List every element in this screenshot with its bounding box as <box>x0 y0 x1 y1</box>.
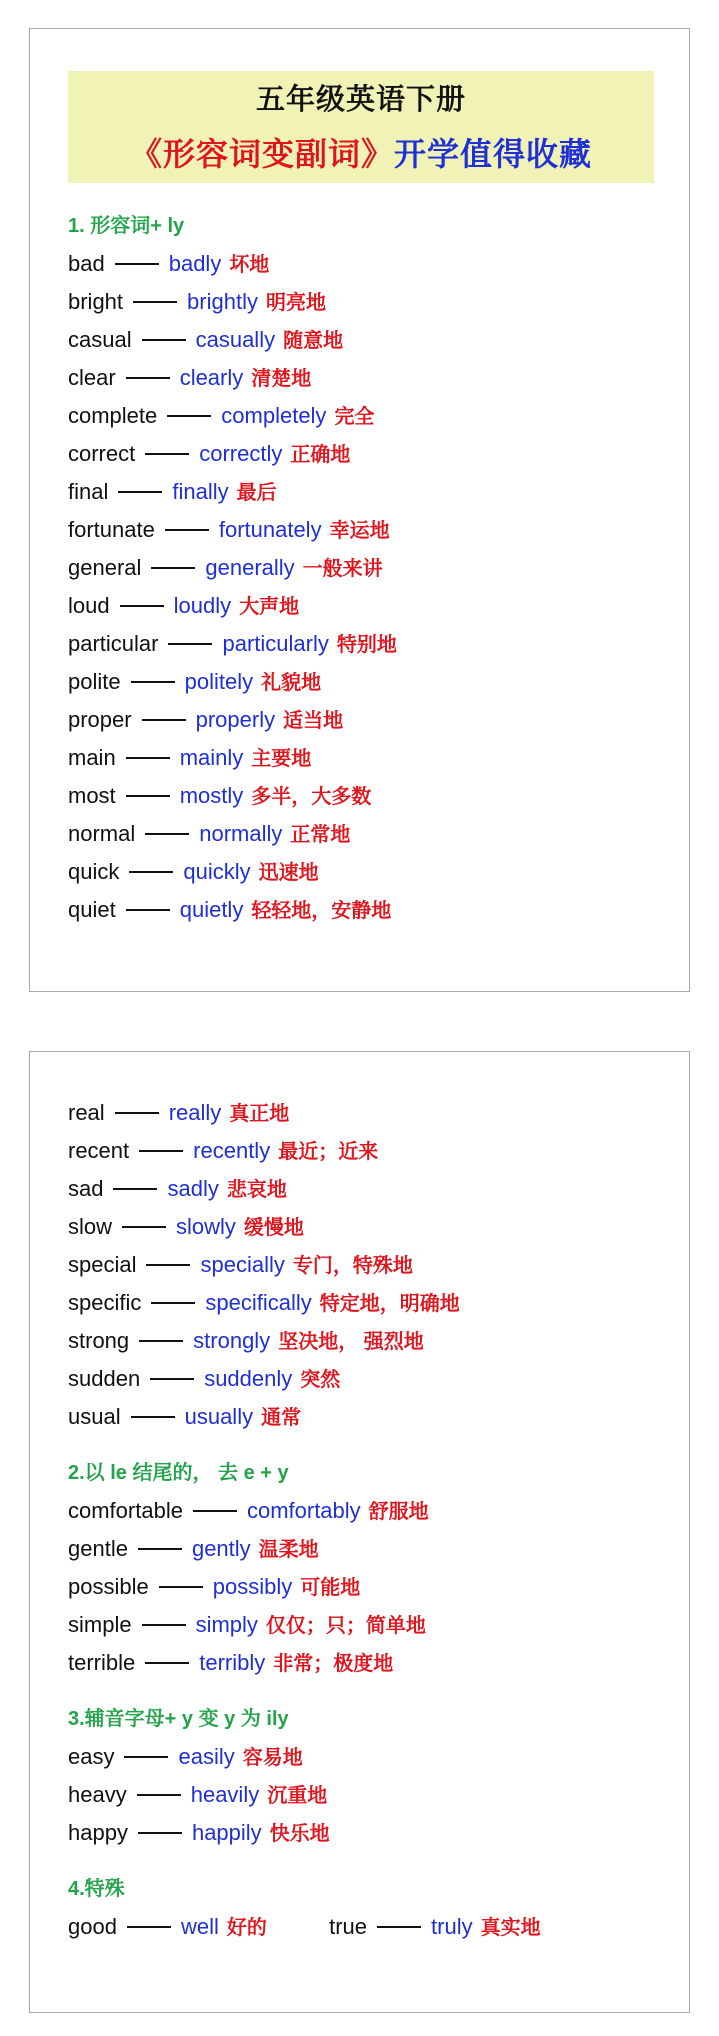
adjective: quick <box>68 859 120 884</box>
adjective: quiet <box>68 897 116 922</box>
adjective: particular <box>68 631 159 656</box>
meaning: 最近；近来 <box>278 1141 379 1163</box>
adverb: comfortably <box>246 1498 361 1523</box>
word-row <box>68 283 397 321</box>
adverb: properly <box>195 707 276 732</box>
dash-connector <box>118 491 162 493</box>
meaning: 一般来讲 <box>302 558 383 580</box>
section-heading-2: 2.以 le 结尾的， 去 e + y <box>68 1462 289 1484</box>
dash-connector <box>129 871 173 873</box>
meaning: 通常 <box>261 1407 302 1429</box>
word-row <box>68 891 397 929</box>
meaning: 悲哀地 <box>226 1179 287 1201</box>
meaning: 突然 <box>300 1369 341 1391</box>
adjective: easy <box>68 1744 115 1769</box>
dash-connector <box>139 1150 183 1152</box>
dash-connector <box>142 339 186 341</box>
adjective: simple <box>68 1612 132 1637</box>
adverb: suddenly <box>204 1366 293 1391</box>
meaning: 坏地 <box>229 254 270 276</box>
adverb: normally <box>199 821 283 846</box>
word-row <box>68 359 397 397</box>
dash-connector <box>131 681 175 683</box>
word-list-2 <box>68 1094 541 1946</box>
adjective: good <box>68 1914 117 1939</box>
adjective: general <box>68 555 142 580</box>
adverb: generally <box>205 555 295 580</box>
dash-connector <box>145 1662 189 1664</box>
adverb: mostly <box>179 783 244 808</box>
dash-connector <box>193 1510 237 1512</box>
adverb: terribly <box>199 1650 266 1675</box>
word-row <box>68 1284 541 1322</box>
adjective: possible <box>68 1574 149 1599</box>
adverb: correctly <box>199 441 283 466</box>
meaning: 特定地，明确地 <box>319 1293 460 1315</box>
adjective: casual <box>68 327 132 352</box>
dash-connector <box>168 643 212 645</box>
adverb: happily <box>191 1820 262 1845</box>
dash-connector <box>150 1378 194 1380</box>
dash-connector <box>113 1188 157 1190</box>
adjective: main <box>68 745 116 770</box>
adjective: bad <box>68 251 105 276</box>
adjective: correct <box>68 441 136 466</box>
dash-connector <box>146 1264 190 1266</box>
meaning: 主要地 <box>251 748 312 770</box>
adjective: sudden <box>68 1366 141 1391</box>
meaning: 非常；极度地 <box>273 1653 394 1675</box>
adverb: particularly <box>222 631 329 656</box>
dash-connector <box>126 795 170 797</box>
dash-connector <box>131 1416 175 1418</box>
dash-connector <box>127 1926 171 1928</box>
adjective: loud <box>68 593 110 618</box>
dash-connector <box>126 757 170 759</box>
adjective: polite <box>68 669 121 694</box>
meaning: 随意地 <box>283 330 344 352</box>
word-row <box>68 1738 541 1776</box>
dash-connector <box>151 1302 195 1304</box>
adverb: clearly <box>179 365 244 390</box>
word-row <box>68 321 397 359</box>
dash-connector <box>133 301 177 303</box>
dash-connector <box>145 833 189 835</box>
adverb: possibly <box>212 1574 293 1599</box>
section-heading-4: 4.特殊 <box>68 1878 125 1900</box>
word-row <box>68 777 397 815</box>
dash-connector <box>139 1340 183 1342</box>
adjective: fortunate <box>68 517 155 542</box>
adverb: quickly <box>183 859 251 884</box>
adjective: strong <box>68 1328 130 1353</box>
meaning: 正常地 <box>290 824 351 846</box>
adjective: terrible <box>68 1650 136 1675</box>
dash-connector <box>151 567 195 569</box>
meaning: 礼貌地 <box>261 672 322 694</box>
subtitle-tagline: 开学值得收藏 <box>394 136 593 172</box>
adverb: slowly <box>176 1214 236 1239</box>
adverb: strongly <box>193 1328 271 1353</box>
adjective: bright <box>68 289 124 314</box>
word-row <box>68 245 397 283</box>
adjective: complete <box>68 403 158 428</box>
section-heading-3: 3.辅音字母+ y 变 y 为 ily <box>68 1708 289 1730</box>
word-row <box>68 1568 541 1606</box>
adverb: really <box>168 1100 222 1125</box>
meaning: 大声地 <box>239 596 300 618</box>
meaning: 特别地 <box>336 634 397 656</box>
adverb: badly <box>168 251 222 276</box>
word-row <box>68 587 397 625</box>
word-row <box>68 853 397 891</box>
adverb: finally <box>172 479 229 504</box>
adjective: clear <box>68 365 116 390</box>
dash-connector <box>124 1756 168 1758</box>
meaning: 完全 <box>334 406 375 428</box>
word-row <box>68 1492 541 1530</box>
word-row <box>68 1322 541 1360</box>
adjective: special <box>68 1252 137 1277</box>
word-row <box>68 1814 541 1852</box>
dash-connector <box>138 1548 182 1550</box>
adjective: happy <box>68 1820 128 1845</box>
meaning: 清楚地 <box>251 368 312 390</box>
adverb: truly <box>431 1914 473 1939</box>
word-row <box>68 625 397 663</box>
word-row <box>68 1530 541 1568</box>
meaning: 最后 <box>236 482 277 504</box>
rows-section2 <box>68 1492 541 1682</box>
word-row <box>68 1360 541 1398</box>
word-row <box>68 549 397 587</box>
meaning: 真实地 <box>480 1917 541 1939</box>
dash-connector <box>377 1926 421 1928</box>
adjective: proper <box>68 707 132 732</box>
meaning: 正确地 <box>290 444 351 466</box>
word-row <box>68 1644 541 1682</box>
adverb: quietly <box>179 897 244 922</box>
section-heading-1: 1. 形容词+ ly <box>68 215 185 237</box>
meaning: 坚决地， 强烈地 <box>278 1331 424 1353</box>
adverb: mainly <box>179 745 244 770</box>
adjective: specific <box>68 1290 142 1315</box>
adjective: normal <box>68 821 136 846</box>
meaning: 容易地 <box>242 1747 303 1769</box>
adverb: completely <box>221 403 327 428</box>
page-card-2 <box>29 1051 690 2013</box>
adjective: true <box>329 1914 368 1939</box>
adjective: comfortable <box>68 1498 183 1523</box>
adverb: recently <box>193 1138 271 1163</box>
adverb: casually <box>195 327 276 352</box>
meaning: 温柔地 <box>258 1539 319 1561</box>
dash-connector <box>120 605 164 607</box>
word-row <box>68 739 397 777</box>
word-row <box>68 1170 541 1208</box>
word-row <box>68 1094 541 1132</box>
dash-connector <box>142 1624 186 1626</box>
adverb: simply <box>195 1612 258 1637</box>
adjective: most <box>68 783 116 808</box>
word-row <box>68 663 397 701</box>
dash-connector <box>165 529 209 531</box>
adverb: fortunately <box>218 517 322 542</box>
adverb: gently <box>191 1536 251 1561</box>
page-title: 五年级英语下册 <box>255 84 466 116</box>
adverb: loudly <box>173 593 232 618</box>
word-row <box>68 1398 541 1436</box>
word-row <box>68 1132 541 1170</box>
meaning: 幸运地 <box>329 520 390 542</box>
meaning: 专门，特殊地 <box>292 1255 413 1277</box>
meaning: 真正地 <box>229 1103 290 1125</box>
dash-connector <box>159 1586 203 1588</box>
adverb: politely <box>184 669 254 694</box>
adjective: sad <box>68 1176 104 1201</box>
word-row <box>68 435 397 473</box>
adverb: specifically <box>205 1290 312 1315</box>
dash-connector <box>122 1226 166 1228</box>
rows-card2 <box>68 1094 541 1436</box>
meaning: 好的 <box>226 1917 267 1939</box>
meaning: 快乐地 <box>269 1823 330 1845</box>
meaning: 适当地 <box>283 710 344 732</box>
meaning: 轻轻地，安静地 <box>251 900 392 922</box>
meaning: 沉重地 <box>267 1785 328 1807</box>
word-row <box>68 815 397 853</box>
rows-card1 <box>68 245 397 929</box>
dash-connector <box>115 1112 159 1114</box>
word-row <box>68 1246 541 1284</box>
adverb: heavily <box>190 1782 260 1807</box>
word-row <box>68 1606 541 1644</box>
adjective: slow <box>68 1214 113 1239</box>
adverb: easily <box>178 1744 235 1769</box>
adverb: sadly <box>167 1176 219 1201</box>
rows-section3 <box>68 1738 541 1852</box>
word-row-special <box>68 1908 541 1946</box>
dash-connector <box>126 909 170 911</box>
dash-connector <box>142 719 186 721</box>
dash-connector <box>137 1794 181 1796</box>
dash-connector <box>115 263 159 265</box>
word-row <box>68 701 397 739</box>
dash-connector <box>145 453 189 455</box>
adverb: brightly <box>187 289 258 314</box>
word-row <box>68 1776 541 1814</box>
adverb: usually <box>184 1404 254 1429</box>
meaning: 舒服地 <box>368 1501 429 1523</box>
title-banner <box>68 71 654 183</box>
meaning: 迅速地 <box>258 862 319 884</box>
word-row <box>68 473 397 511</box>
page-card-1 <box>29 28 690 992</box>
adjective: gentle <box>68 1536 128 1561</box>
adverb: well <box>180 1914 219 1939</box>
adverb: specially <box>200 1252 285 1277</box>
word-row <box>68 1208 541 1246</box>
page-subtitle <box>68 129 654 175</box>
adjective: usual <box>68 1404 121 1429</box>
dash-connector <box>138 1832 182 1834</box>
word-row <box>68 511 397 549</box>
meaning: 仅仅；只；简单地 <box>265 1615 426 1637</box>
meaning: 多半，大多数 <box>251 786 372 808</box>
meaning: 明亮地 <box>265 292 326 314</box>
meaning: 可能地 <box>300 1577 361 1599</box>
subtitle-topic: 《形容词变副词》 <box>129 136 394 172</box>
word-row <box>68 397 397 435</box>
adjective: recent <box>68 1138 130 1163</box>
word-list-1 <box>68 207 397 929</box>
dash-connector <box>167 415 211 417</box>
adjective: real <box>68 1100 105 1125</box>
adjective: final <box>68 479 109 504</box>
adjective: heavy <box>68 1782 127 1807</box>
dash-connector <box>126 377 170 379</box>
meaning: 缓慢地 <box>243 1217 304 1239</box>
